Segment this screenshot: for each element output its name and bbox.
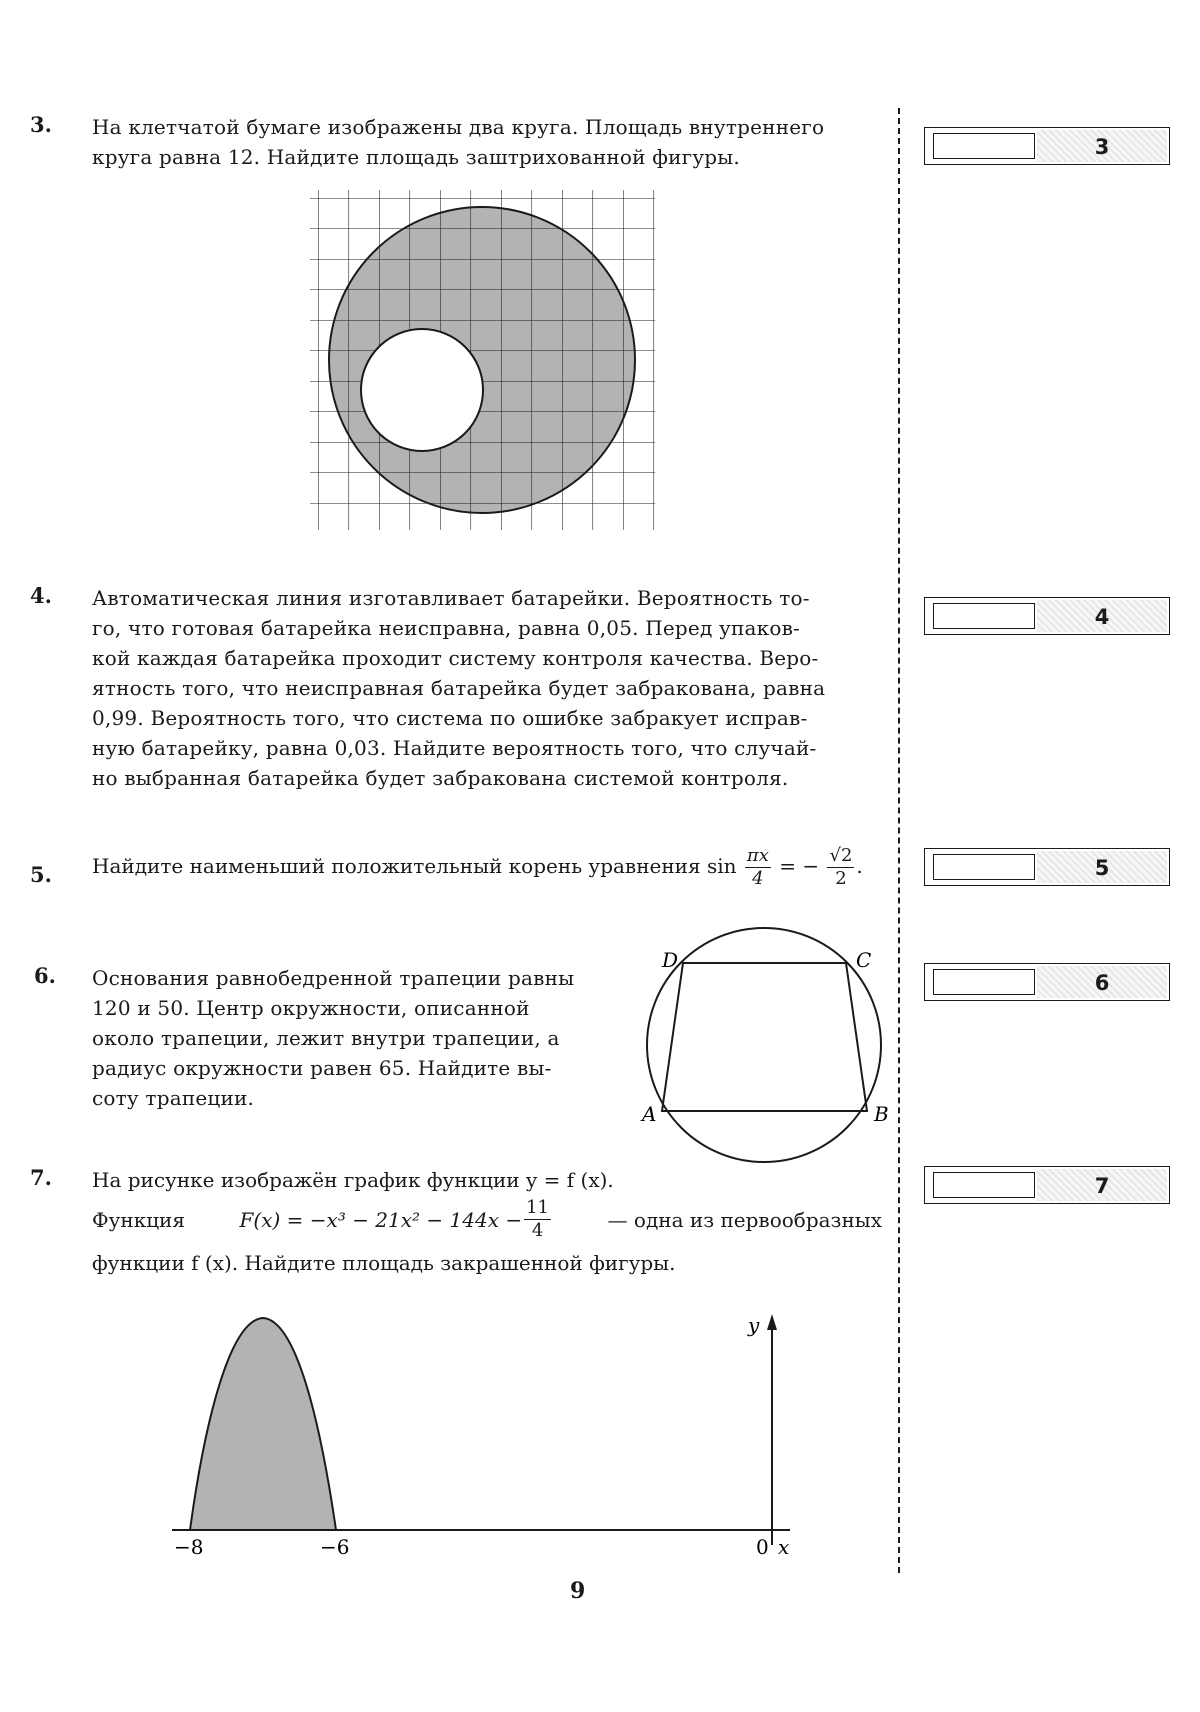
problem-4-text <box>92 583 882 793</box>
fraction-3-denominator: 4 <box>531 1220 544 1241</box>
problem-6-line-2: 120 и 50. Центр окружности, описанной <box>92 996 530 1020</box>
problem-6-number: 6. <box>34 963 56 988</box>
inner-circle <box>361 329 483 451</box>
vertex-label-d: D <box>662 948 679 972</box>
answer-label-4: 4 <box>1037 600 1167 632</box>
fraction-11-over-4 <box>524 1197 551 1242</box>
answer-box-3 <box>924 127 1170 165</box>
fraction-sqrt2-over-2 <box>827 845 854 890</box>
shaded-region <box>190 1318 336 1530</box>
problem-7-line-2 <box>92 1197 882 1242</box>
problem-6-line-1: Основания равнобедренной трапеции равны <box>92 966 575 990</box>
answer-input-5[interactable] <box>933 854 1035 880</box>
problem-3-text <box>92 112 882 172</box>
answer-input-4[interactable] <box>933 603 1035 629</box>
trapezoid-circle-figure <box>640 925 900 1170</box>
problem-6-text <box>92 963 610 1113</box>
fraction-pi-x-over-4 <box>745 845 771 890</box>
problem-4-line-7: но выбранная батарейка будет забракована системой контроля. <box>92 766 789 790</box>
problem-4-line-1: Автоматическая линия изготавливает батарейки. Вероятность то- <box>92 586 810 610</box>
x-axis-label: x <box>778 1535 790 1559</box>
formula-tail: — одна из первообразных <box>607 1207 882 1232</box>
problem-3-line-1: На клетчатой бумаге изображены два круга. Площадь внутреннего <box>92 115 825 139</box>
answer-label-6: 6 <box>1037 966 1167 998</box>
vertex-label-c: C <box>856 948 872 972</box>
problem-4-number: 4. <box>30 583 52 608</box>
y-axis-label: y <box>748 1313 760 1337</box>
period: . <box>856 854 863 878</box>
fraction-3-numerator: 11 <box>526 1197 550 1218</box>
problem-5-statement: Найдите наименьший положительный корень уравнения sin <box>92 854 737 878</box>
answer-input-7[interactable] <box>933 1172 1035 1198</box>
fraction-1-numerator: πx <box>746 845 769 866</box>
function-word: Функция <box>92 1207 186 1232</box>
problem-5-number: 5. <box>30 862 52 887</box>
y-axis-arrow <box>767 1314 777 1330</box>
answer-label-7: 7 <box>1037 1169 1167 1201</box>
answer-box-4 <box>924 597 1170 635</box>
cut-line <box>898 108 900 1573</box>
problem-4-line-5: 0,99. Вероятность того, что система по ошибке забракует исправ- <box>92 706 808 730</box>
problem-4-line-2: го, что готовая батарейка неисправна, равна 0,05. Перед упаков- <box>92 616 801 640</box>
problem-4-line-4: ятность того, что неисправная батарейка будет забракована, равна <box>92 676 826 700</box>
problem-3-number: 3. <box>30 112 52 137</box>
tick-label-minus-8: −8 <box>174 1535 204 1559</box>
problem-5-text <box>92 845 902 890</box>
answer-input-6[interactable] <box>933 969 1035 995</box>
problem-7-line-3: функции f (x). Найдите площадь закрашенной фигуры. <box>92 1251 676 1275</box>
equals-minus: = − <box>779 854 820 878</box>
problem-6-line-5: соту трапеции. <box>92 1086 255 1110</box>
problem-7-number: 7. <box>30 1165 52 1190</box>
answer-label-3: 3 <box>1037 130 1167 162</box>
problem-3-line-2: круга равна 12. Найдите площадь заштрихованной фигуры. <box>92 145 740 169</box>
page-number: 9 <box>570 1578 586 1604</box>
problem-4-line-3: кой каждая батарейка проходит систему контроля качества. Веро- <box>92 646 819 670</box>
problem-6-line-3: около трапеции, лежит внутри трапеции, а <box>92 1026 560 1050</box>
trapezoid <box>662 963 867 1111</box>
vertex-label-a: A <box>642 1102 657 1126</box>
formula-main: F(x) = −x³ − 21x² − 144x − <box>239 1207 523 1232</box>
function-graph <box>160 1300 820 1580</box>
problem-4-line-6: ную батарейку, равна 0,03. Найдите вероятность того, что случай- <box>92 736 817 760</box>
vertex-label-b: B <box>874 1102 889 1126</box>
antiderivative-formula <box>240 1197 553 1242</box>
fraction-2-numerator: √2 <box>829 845 853 866</box>
fraction-1-denominator: 4 <box>752 868 764 889</box>
answer-box-5 <box>924 848 1170 886</box>
origin-label: 0 <box>756 1535 769 1559</box>
answer-label-5: 5 <box>1037 851 1167 883</box>
problem-7-text <box>92 1165 882 1278</box>
answer-box-7 <box>924 1166 1170 1204</box>
fraction-2-denominator: 2 <box>835 868 847 889</box>
problem-6-line-4: радиус окружности равен 65. Найдите вы- <box>92 1056 552 1080</box>
tick-label-minus-6: −6 <box>320 1535 350 1559</box>
answer-box-6 <box>924 963 1170 1001</box>
answer-input-3[interactable] <box>933 133 1035 159</box>
circles-grid-figure <box>310 190 655 530</box>
problem-7-line-1: На рисунке изображён график функции y = f (x). <box>92 1168 614 1192</box>
